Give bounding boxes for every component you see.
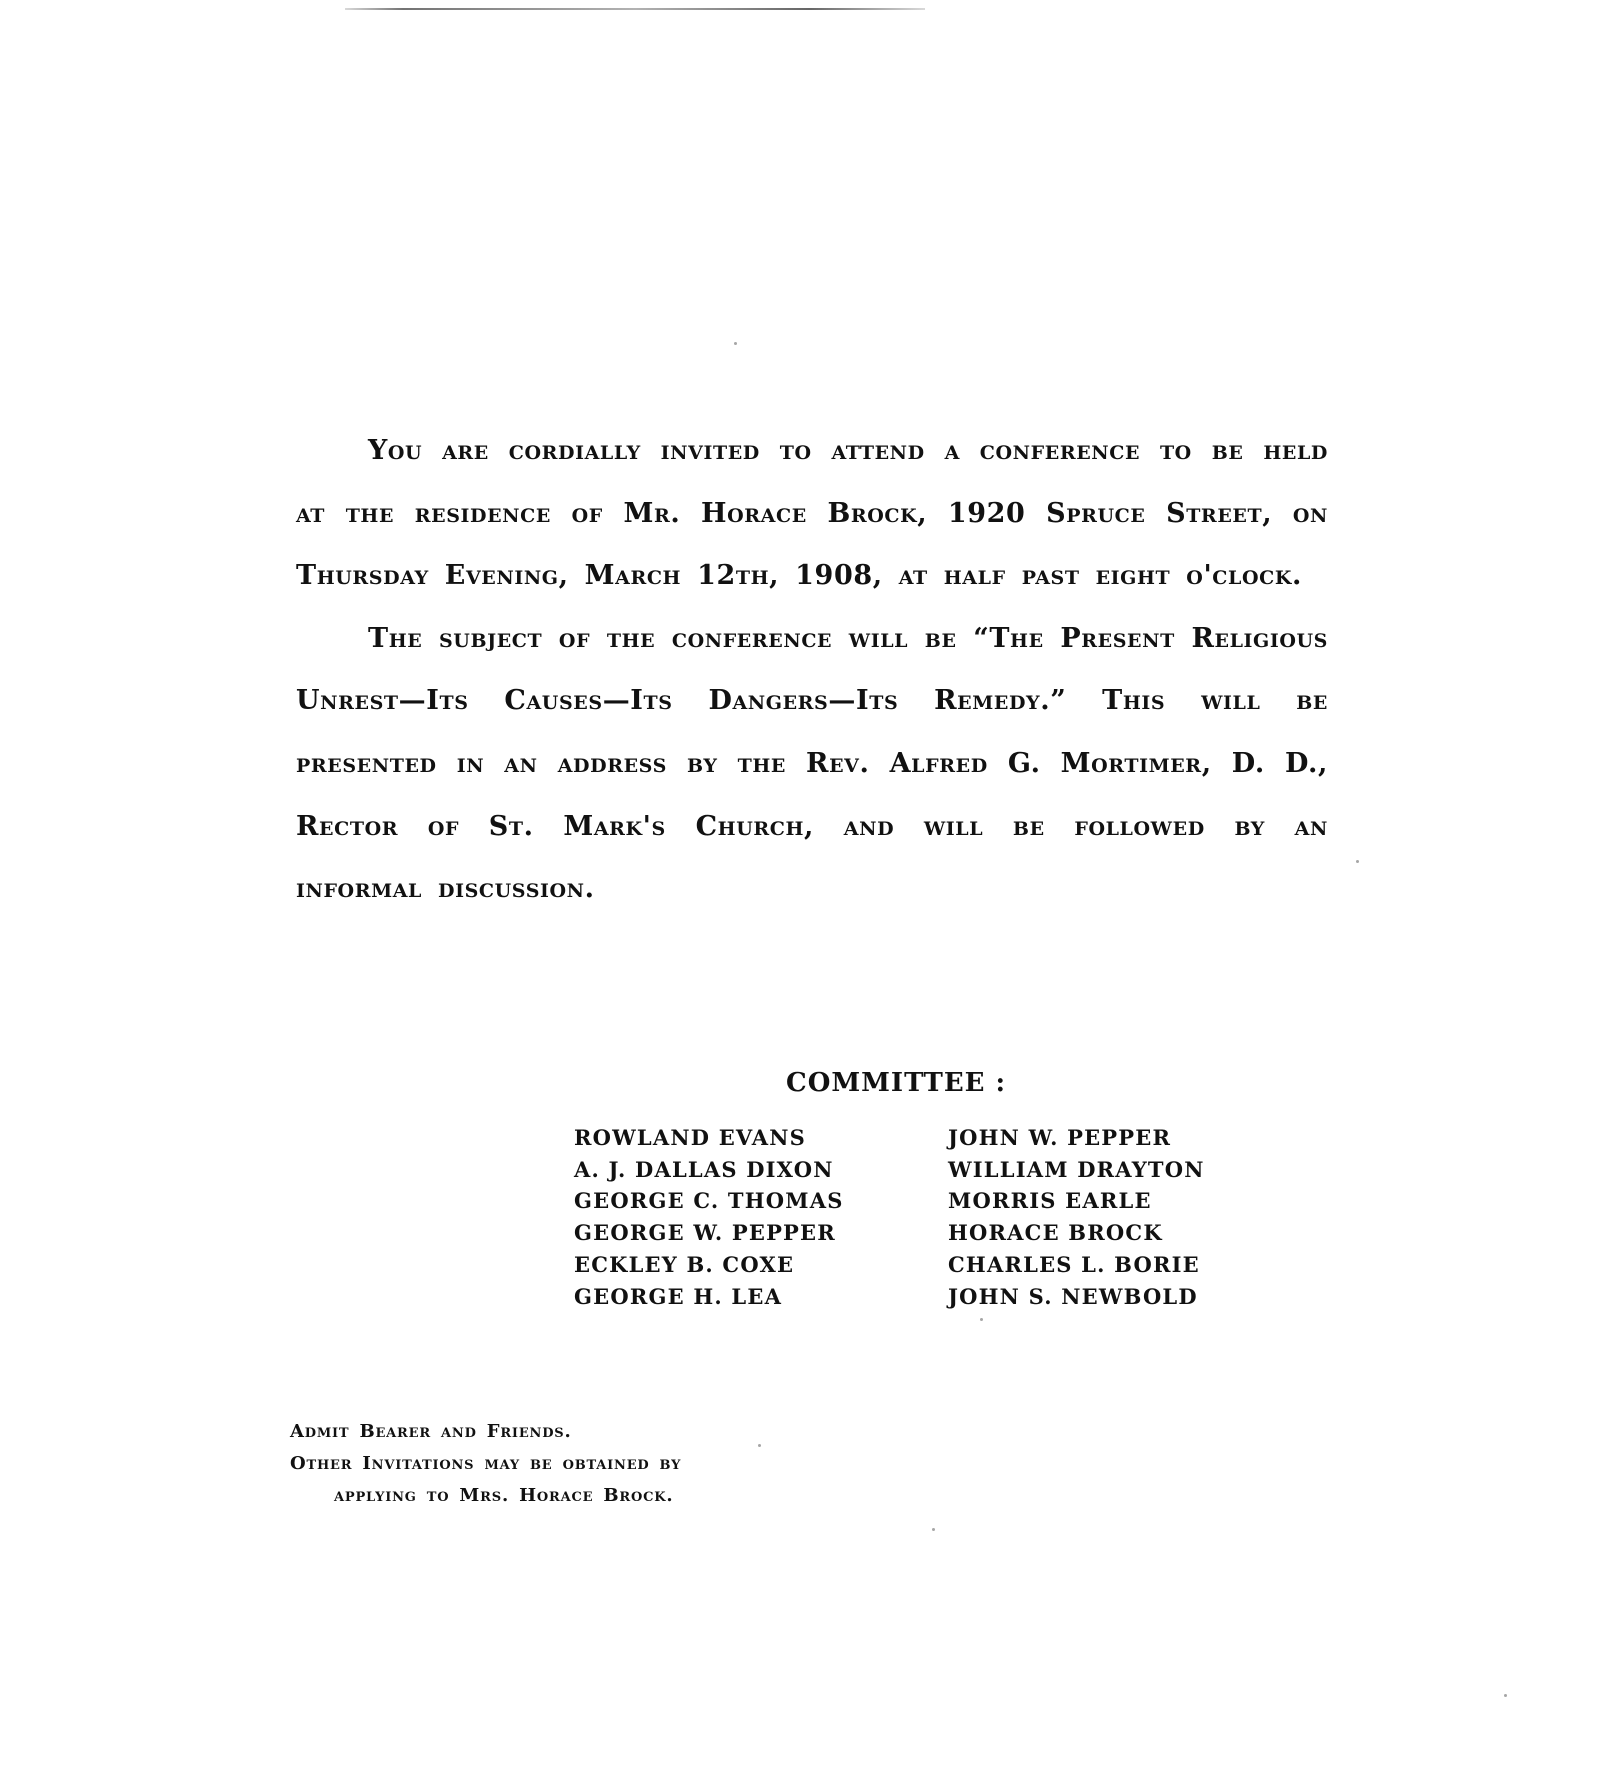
committee-member: MORRIS EARLE	[948, 1188, 1152, 1214]
committee-heading: COMMITTEE :	[786, 1068, 1007, 1098]
paper-speck	[734, 342, 737, 345]
committee-member: GEORGE H. LEA	[574, 1283, 783, 1309]
paper-speck	[980, 1318, 983, 1321]
paper-speck	[758, 1444, 761, 1447]
admit-bearer-line: Admit Bearer and Friends.	[290, 1421, 572, 1442]
invitation-body	[296, 420, 1328, 921]
committee-right-column	[948, 1122, 1205, 1312]
applying-to-line: applying to Mrs. Horace Brock.	[334, 1485, 674, 1506]
admission-note	[290, 1416, 681, 1512]
paper-speck	[1356, 860, 1359, 863]
committee-member: JOHN W. PEPPER	[948, 1125, 1172, 1150]
invitation-paragraph-1: You are cordially invited to attend a conference to be held at the residence of Mr. Horace Brock, 1920 Spruce Street, on Thursday Evening, March 12th, 1908, at half past eight o'clock.	[296, 435, 1328, 592]
committee-member: JOHN S. NEWBOLD	[948, 1283, 1198, 1309]
committee-member: GEORGE C. THOMAS	[574, 1188, 844, 1214]
committee-left-column	[574, 1122, 844, 1312]
other-invitations-line: Other Invitations may be obtained by	[290, 1453, 682, 1474]
committee-member: CHARLES L. BORIE	[948, 1251, 1200, 1277]
committee-member: ROWLAND EVANS	[574, 1125, 807, 1150]
committee-member: HORACE BROCK	[948, 1220, 1163, 1246]
committee-member: WILLIAM DRAYTON	[948, 1156, 1205, 1182]
paper-speck	[932, 1528, 935, 1531]
paper-speck	[1504, 1694, 1507, 1697]
invitation-paragraph-2: The subject of the conference will be “The Present Religious Unrest—Its Causes—Its Dangers—Its Remedy.” This will be presented in an address by the Rev. Alfred G. Mortimer, D. D., Rector of St. Mark's Church, and will be followed by an informal discussion.	[296, 622, 1328, 905]
committee-member: ECKLEY B. COXE	[574, 1251, 795, 1277]
committee-member: GEORGE W. PEPPER	[574, 1220, 836, 1246]
committee-member: A. J. DALLAS DIXON	[574, 1156, 834, 1182]
top-edge-rule	[345, 8, 925, 10]
